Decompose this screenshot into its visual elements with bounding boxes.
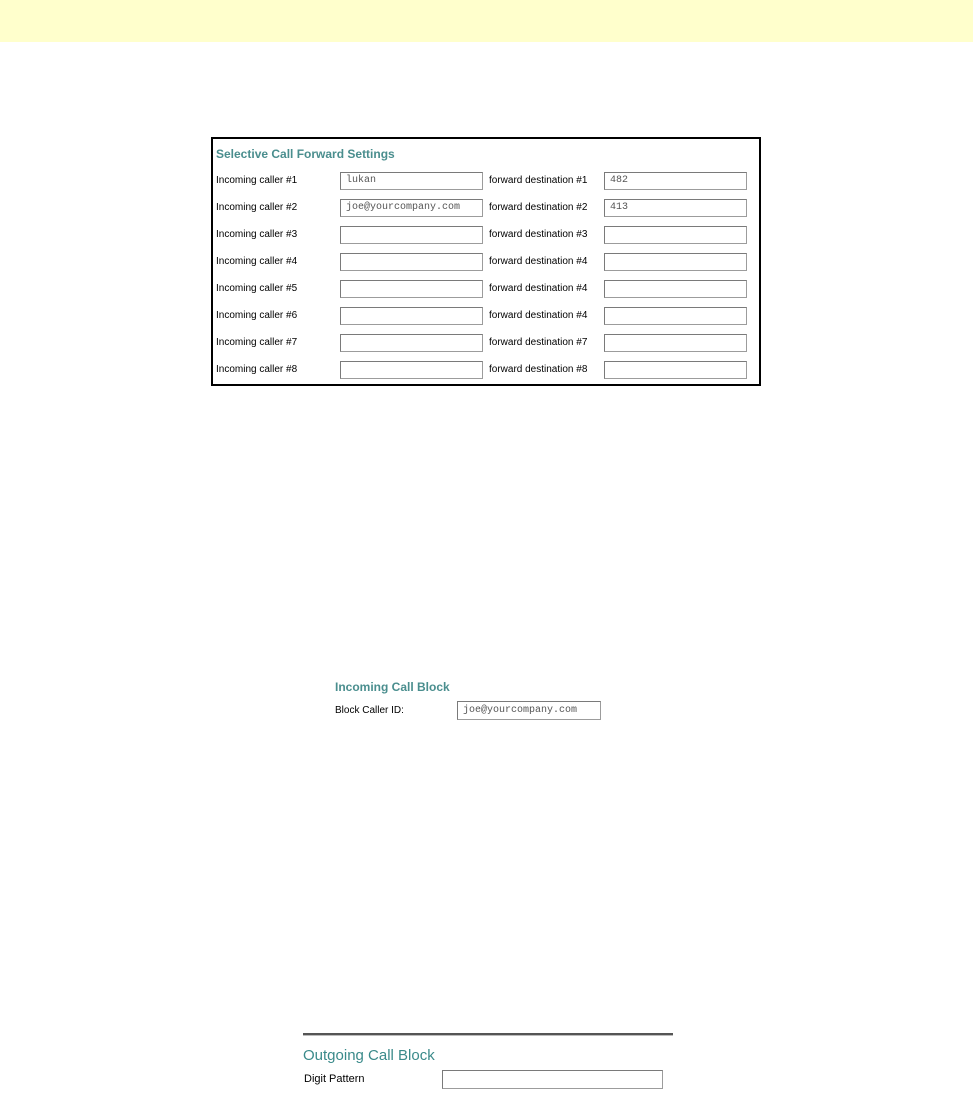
- forward-destination-2-input[interactable]: 413: [604, 199, 747, 217]
- incoming-caller-1-input[interactable]: lukan: [340, 172, 483, 190]
- forward-destination-3-input[interactable]: [604, 226, 747, 244]
- forward-row-2: [213, 199, 759, 219]
- incoming-caller-5-input[interactable]: [340, 280, 483, 298]
- selective-call-forward-panel: [211, 137, 761, 386]
- incoming-caller-label: Incoming caller #7: [216, 337, 298, 348]
- forward-row-5: [213, 280, 759, 300]
- forward-destination-label: forward destination #4: [489, 283, 588, 294]
- incoming-caller-8-input[interactable]: [340, 361, 483, 379]
- incoming-caller-3-input[interactable]: [340, 226, 483, 244]
- incoming-caller-label: Incoming caller #3: [216, 229, 298, 240]
- incoming-caller-7-input[interactable]: [340, 334, 483, 352]
- forward-destination-6-input[interactable]: [604, 307, 747, 325]
- forward-destination-5-input[interactable]: [604, 280, 747, 298]
- incoming-caller-label: Incoming caller #8: [216, 364, 298, 375]
- forward-row-6: [213, 307, 759, 327]
- incoming-caller-4-input[interactable]: [340, 253, 483, 271]
- forward-destination-label: forward destination #8: [489, 364, 588, 375]
- forward-row-7: [213, 334, 759, 354]
- forward-destination-label: forward destination #7: [489, 337, 588, 348]
- forward-destination-label: forward destination #1: [489, 175, 588, 186]
- incoming-call-block-title: Incoming Call Block: [335, 680, 450, 694]
- section-divider: [303, 1033, 673, 1036]
- forward-destination-7-input[interactable]: [604, 334, 747, 352]
- forward-destination-label: forward destination #4: [489, 256, 588, 267]
- incoming-caller-label: Incoming caller #5: [216, 283, 298, 294]
- digit-pattern-input[interactable]: [442, 1070, 663, 1089]
- forward-destination-label: forward destination #2: [489, 202, 588, 213]
- page-header-band: [0, 0, 973, 42]
- block-caller-id-label: Block Caller ID:: [335, 705, 404, 716]
- incoming-caller-label: Incoming caller #2: [216, 202, 298, 213]
- forward-row-3: [213, 226, 759, 246]
- forward-destination-4-input[interactable]: [604, 253, 747, 271]
- forward-row-4: [213, 253, 759, 273]
- forward-row-8: [213, 361, 759, 381]
- incoming-caller-label: Incoming caller #4: [216, 256, 298, 267]
- selective-call-forward-title: Selective Call Forward Settings: [216, 147, 395, 161]
- incoming-caller-label: Incoming caller #1: [216, 175, 298, 186]
- incoming-caller-6-input[interactable]: [340, 307, 483, 325]
- forward-destination-8-input[interactable]: [604, 361, 747, 379]
- forward-row-1: [213, 172, 759, 192]
- block-caller-id-input[interactable]: joe@yourcompany.com: [457, 701, 601, 720]
- forward-destination-label: forward destination #3: [489, 229, 588, 240]
- outgoing-call-block-title: Outgoing Call Block: [303, 1047, 435, 1064]
- incoming-caller-2-input[interactable]: joe@yourcompany.com: [340, 199, 483, 217]
- forward-destination-1-input[interactable]: 482: [604, 172, 747, 190]
- forward-destination-label: forward destination #4: [489, 310, 588, 321]
- incoming-caller-label: Incoming caller #6: [216, 310, 298, 321]
- digit-pattern-label: Digit Pattern: [304, 1073, 365, 1085]
